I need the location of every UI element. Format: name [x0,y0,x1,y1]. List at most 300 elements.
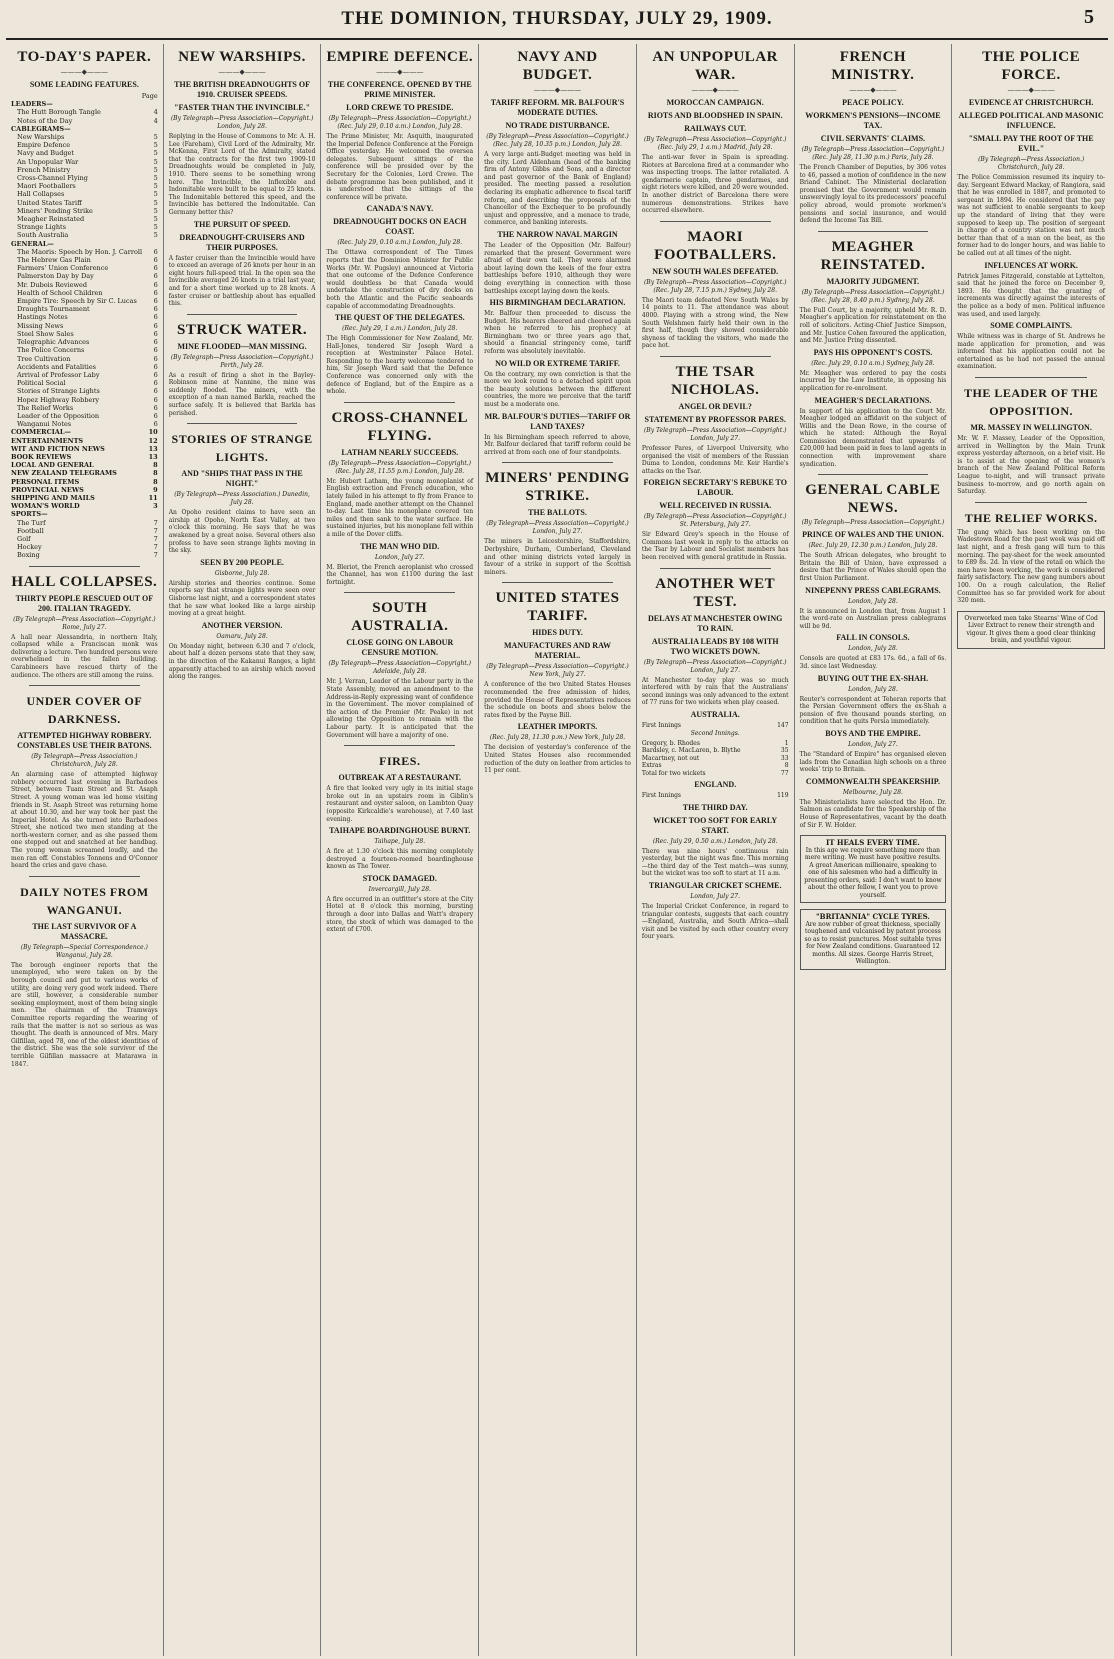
tsar-text: Professor Pares, of Liverpool University, who organised the visit of members of the Russian Duma to London, condemns Mr. Keir Hardie's attacks on the Tsar. [641,444,789,475]
toc-entry-label: Boxing [17,551,40,560]
toc-entry-page: 6 [153,329,158,338]
score-runs: 35 [780,747,789,755]
divider [187,423,298,424]
toc-entry-page: 6 [153,387,158,396]
ornament: ———◆——— [1007,86,1055,94]
toc-page-label-row [11,92,158,100]
toc-entry-label: SPORTS— [11,510,48,519]
miners-heading: MINERS' PENDING STRIKE. [485,470,630,505]
tariff-credit: (By Telegraph—Press Association—Copyright.) New York, July 27. [486,663,629,679]
toc-entry-label: Farmers' Union Conference [17,264,109,273]
divider [660,568,771,569]
stearns-text: Overworked men take Stearns' Wine of Cod Liver Extract to renew their strength and vigour. It gives them a good clear thinking brain, and youthful vigour. [964,614,1098,645]
ad-title: IT HEALS EVERY TIME. [825,838,920,848]
tariff-sub2: MANUFACTURES AND RAW MATERIAL. [504,641,611,661]
police-text2: Patrick James Fitzgerald, constable at Lyttelton, said that he joined the force on December 9, 1893. He thought that the granting of increments was directly against the interests of the police as a body of men. Political influence was used, and used largely. [957,272,1105,318]
toc-entry-page: 13 [148,444,158,453]
toc-entry-label: Hall Collapses [17,190,65,199]
wanganui-text: The borough engineer reports that the unemployed, who were taken on by the borough council and put to various works of utility, are doing very good work indeed. There are still, however, a considerable number seeking employment, most of them being single men. The chairman of the Tramways Committee reports regarding the wearing of rails that the matter is not so serious as was thought. The death is announced of Mrs. Mary Gilfillan, aged 78, one of the oldest identities of the district. She was the sole survivor of the terrible Gilfillan massacre at Matarawa in 1847. [11,961,158,1068]
toc-entry-page: 6 [153,338,158,347]
toc-entry-page: 5 [153,190,158,199]
divider [29,876,140,877]
navy-text3: Mr. Balfour then proceeded to discuss the Budget. His hearers cheered and cheered again when he referred to his prophecy at Birmingham two or three years ago that, should a financial stringency come, tariff reform was absolutely inevitable. [484,310,631,356]
warships-sub3: DREADNOUGHT-CRUISERS AND THEIR PURPOSES. [179,232,305,252]
score-two-label: Total for two wickets [641,769,706,777]
police-sub3: "SMALL PAY THE ROOT OF THE EVIL." [968,134,1094,153]
toc-entry-page: 6 [153,256,158,265]
meagher-text: The Full Court, by a majority, upheld Mr. R. D. Meagher's application for reinstatement on the roll of solicitors. Acting-Chief Justice Simpson, and Mr. Justice Cohen favoured the application, and Mr. Justice Pring dissented. [799,306,947,345]
toc-entry [11,371,158,379]
meagher-sub3: MEAGHER'S DECLARATIONS. [814,395,932,405]
toc-entry [11,158,158,166]
toc-entry [11,363,158,371]
score-runs: 33 [780,754,789,762]
toc-entry-label: United States Tariff [17,198,82,207]
advertisement-tyres [800,909,947,970]
score-first-total: 147 [777,722,789,730]
england-line-label: First Innings [641,792,681,800]
toc-entry-label: Navy and Budget [17,149,75,158]
wanganui-sub: THE LAST SURVIVOR OF A MASSACRE. [32,921,137,941]
french-text: The French Chamber of Deputies, by 306 votes to 46, passed a motion of confidence in the new Briand Cabinet. The Ministerial declaration promised that the Government would remain unswervingly loyal to its predecessors' peaceful policy abroad, would promote workmen's pensions and social insurance, and would defend the Income Tax Bill. [799,164,947,225]
flying-credit: (By Telegraph—Press Association—Copyright.) (Rec. July 28, 11.55 p.m.) London, July 28. [328,459,472,475]
test-sub: DELAYS AT MANCHESTER OWING TO RAIN. [648,613,783,633]
french-credit: (By Telegraph—Press Association—Copyright.) (Rec. July 28, 11.30 p.m.) Paris, July 28. [801,146,945,161]
toc-entry [11,510,158,518]
empire-credit2: (Rec. July 29, 0.10 a.m.) London, July 28. [337,239,463,247]
score-batsman: Gregory, b. Rhodes [641,739,700,747]
advertisement [800,835,947,903]
tariff-text2: The decision of yesterday's conference of the United States Houses also recommended reduction of the duty on leather from articles to 11 per cent. [484,744,631,775]
toc-entry [11,330,158,338]
column-1 [6,44,164,1656]
england-line [642,792,789,800]
police-sub: EVIDENCE AT CHRISTCHURCH. [968,98,1094,107]
divider [344,402,455,403]
hall-credit: (By Telegraph—Press Association—Copyright.) Rome, July 27. [13,615,156,631]
toc-page-label: Page [141,92,158,100]
toc-entry [11,313,158,321]
cable-heading: GENERAL CABLE NEWS. [805,482,941,517]
toc-entry-page: 6 [153,297,158,306]
tsar-heading: THE TSAR NICHOLAS. [671,363,760,398]
cable-sub: PRINCE OF WALES AND THE UNION. [802,530,944,540]
navy-sub: TARIFF REFORM. MR. BALFOUR'S MODERATE DUTIES. [490,98,625,117]
masthead-title: THE DOMINION, THURSDAY, JULY 29, 1909. [341,8,773,29]
cable-credit2: (Rec. July 29, 12.30 p.m.) London, July 28. [808,542,938,550]
toc-entry [11,108,158,116]
empire-sub2: LORD CREWE TO PRESIDE. [346,103,454,112]
lights-text3: On Monday night, between 6.30 and 7 o'clock, about half a dozen persons state that they saw, in the direction of the Kakanui Ranges, a light apparently attached to an airship which moved along the ranges. [168,642,316,681]
toc-entry [11,297,158,305]
cable-text2: It is announced in London that, from August 1 the word-rate on Australian press cablegrams will be 9d. [799,607,947,630]
toc-entry-page: 8 [153,461,158,470]
empire-credit3: (Rec. July 29, 1 a.m.) London, July 28. [342,325,458,333]
toc-entry-page: 6 [153,395,158,404]
hall-heading: HALL COLLAPSES. [11,573,158,590]
toc-entry [11,412,158,420]
toc-entry-label: The Turf [17,518,46,527]
score-title: AUSTRALIA. [690,710,740,720]
toc-list [11,92,158,560]
toc-entry [11,486,158,494]
police-heading: THE POLICE FORCE. [982,49,1081,83]
police-credit: (By Telegraph—Press Association.) Christchurch, July 28. [978,156,1085,171]
toc-entry-label: PERSONAL ITEMS [11,477,80,486]
toc-entry-page: 7 [153,551,158,560]
toc-entry-label: Maori Footballers [17,182,76,191]
column-5 [637,44,795,1656]
cable-text: The South African delegates, who brought to Britain the Bill of Union, have expressed a desire that the Prince of Wales should open the first Union Parliament. [799,552,947,583]
toc-entry-label: Accidents and Fatalities [17,362,97,371]
navy-sub4: HIS BIRMINGHAM DECLARATION. [489,298,626,308]
toc-entry-page: 6 [153,370,158,379]
toc-entry [11,453,158,461]
toc-entry-page: 8 [153,469,158,478]
lights-sub3: ANOTHER VERSION. [201,620,283,630]
meagher-text3: In support of his application to the Court Mr. Meagher lodged an affidavit on the subject of Willis and the Dean Rowe, in the course of which he stated: Although the Royal Commission demonstrated that upwards of £20,000 had been paid in fees to land agents in connection with improvement share syndication. [799,407,947,468]
empire-heading: EMPIRE DEFENCE. [326,49,474,65]
toc-entry-page: 5 [153,133,158,142]
divider [818,474,929,475]
french-sub: PEACE POLICY. [842,98,904,107]
navy-sub2: NO TRADE DISTURBANCE. [505,121,610,130]
toc-entry [11,387,158,395]
test-heading: ANOTHER WET TEST. [655,575,776,610]
toc-entry-page: 3 [153,502,158,511]
test-credit: (By Telegraph—Press Association—Copyright.) London, July 27. [643,658,787,674]
warships-sub: THE BRITISH DREADNOUGHTS OF 1910. CRUISER SPEEDS. [174,80,310,99]
toc-entry-label: Miners' Pending Strike [17,206,93,215]
toc-entry-page: 6 [153,403,158,412]
toc-entry [11,404,158,412]
score-runs: 8 [784,762,789,770]
toc-entry-label: Strange Lights [17,223,66,232]
divider [818,231,929,232]
ornament: ———◆——— [691,86,739,94]
toc-entry [11,355,158,363]
score-first [642,722,789,730]
navy-text2: The Leader of the Opposition (Mr. Balfour) remarked that the present Government were afraid of their own tail. They were alarmed about laying down the keels of the four extra battleships before 1910, although they were doing everything in connection with those battleships except laying down the keels. [484,241,631,295]
toc-entry-page: 6 [153,411,158,420]
police-text3: While witness was in charge of St. Andrews he made application for promotion, and was informed that his application could not be entertained as he had not passed the annual examination. [957,333,1105,371]
empire-sub5: THE QUEST OF THE DELEGATES. [334,313,465,323]
toc-entry-page: 6 [153,321,158,330]
struck-sub: MINE FLOODED—MAN MISSING. [177,341,307,351]
sa-sub: CLOSE GOING ON LABOUR CENSURE MOTION. [346,638,454,658]
toc-entry-label: Football [17,526,44,535]
cable-sub5: BOYS AND THE EMPIRE. [825,728,921,738]
sa-heading: SOUTH AUSTRALIA. [351,600,449,635]
ornament: ———◆——— [60,68,109,76]
toc-entry [11,240,158,248]
toc-entry-label: SHIPPING AND MAILS [11,493,95,502]
war-credit: (By Telegraph—Press Association—Copyright.) (Rec. July 29, 1 a.m.) Madrid, July 28. [643,136,787,151]
score-row [642,762,789,770]
empire-text3: The High Commissioner for New Zealand, Mr. Hall-Jones, tendered Sir Joseph Ward a reception at Westminster Palace Hotel. Responding to the hearty welcome tendered to him, Sir Joseph Ward said that the Defence Conference was concerned only with the defence of England, but of the Empire as a whole. [326,335,474,396]
warships-heading: NEW WARSHIPS. [178,49,306,65]
flying-sub2: THE MAN WHO DID. [360,541,440,551]
score-row [642,747,789,755]
cable-credit6: London, July 27. [848,740,898,748]
toc-entry [11,207,158,215]
lights-credit: (By Telegraph—Press Association.) Dunedin, July 28. [174,491,310,507]
tariff-credit2: (Rec. July 28, 11.30 p.m.) New York, July 28. [489,734,626,742]
score-batsman: Bardsley, c. MacLaren, b. Blythe [641,747,741,755]
tsar-sub3: FOREIGN SECRETARY'S REBUKE TO LABOUR. [643,478,787,498]
toc-entry-label: Hastings Notes [17,313,68,322]
navy-credit: (By Telegraph—Press Association—Copyright.) (Rec. July 28, 10.35 p.m.) London, July 28. [486,133,629,148]
wanganui-credit: (By Telegraph—Special Correspondence.) Wanganui, July 28. [20,943,148,959]
score-two-val: 77 [780,769,789,777]
ad-text: In this age we require something more than mere writing. We must have positive results. A great American millionaire, speaking to one of his salesmen who had a difficulty in presenting orders, said: I don't want to know about the other fellow, I want you to prove yourself. [804,846,942,899]
relief-text: The gang which has been working on the Wadestown Road for the past week was paid off last night, and a fresh gang will turn to this morning. The pay-sheet for the week amounted to £89 8s. 2d. In view of the retail on which the men have been working, the work is considered fairly satisfactory. The new gang numbers about 100. On a rough calculation, the Relief Committee has so far provided work for about 320 men. [957,528,1105,605]
toc-entry-label: WIT AND FICTION NEWS [11,444,105,453]
sa-text: Mr. J. Verran, Leader of the Labour party in the State Assembly, moved an amendment to the Address-in-Reply expressing want of confidence in the Government. The mover complained of the action of the Premier (Mr. Peake) in not allowing the Opposition to remain with the Labour party. It is anticipated that the Government will have a majority of one. [326,678,474,739]
darkness-sub: ATTEMPTED HIGHWAY ROBBERY. CONSTABLES USE THEIR BATONS. [17,731,152,751]
triangular-text: The Imperial Cricket Conference, in regard to triangular contests, suggests that each country—England, Australia, and South Africa—shall visit and be visited by each other country every four years. [641,902,789,941]
meagher-sub: MAJORITY JUDGMENT. [826,276,920,286]
relief-heading: THE RELIEF WORKS. [964,510,1098,525]
toc-entry [11,469,158,477]
war-text: The anti-war fever in Spain is spreading. Rioters at Barcelona fired at a commander who was inspecting troops. The latter retaliated. A gendarmerie captain, three gendarmes, and eight rioters were killed, and 20 were wounded. In another district of Barcelona there were numerous demonstrations. Strikes have occurred elsewhere. [641,154,789,215]
toc-entry [11,133,158,141]
toc-entry-label: NEW ZEALAND TELEGRAMS [11,469,117,478]
toc-heading: TO-DAY'S PAPER. [17,49,152,65]
empire-text2: The Ottawa correspondent of The Times reports that the Dominion Minister for Public Works (Mr. W. Pugsley) announced at Victoria that one outcome of the Defence Conference would doubtless be that Canada would undertake the construction of dry docks on both the Atlantic and the Pacific seaboards capable of accommodating Dreadnoughts. [326,249,474,310]
toc-entry [11,272,158,280]
toc-entry [11,527,158,535]
toc-entry [11,231,158,239]
toc-entry [11,223,158,231]
column-3 [321,44,479,1656]
warships-text2: A faster cruiser than the Invincible would have to exceed an average of 26 knots per hour in an eight hours full-speed trial. In the open sea the Invincible averaged 26 knots in a trial last year, and for a short time worked up to 28 knots. A faster cruiser or battleship about has equalled this. [168,254,316,308]
flying-heading: CROSS-CHANNEL FLYING. [331,409,469,444]
toc-entry-page: 5 [153,223,158,232]
darkness-credit: (By Telegraph—Press Association.) Christchurch, July 28. [31,753,138,769]
sa-credit: (By Telegraph—Press Association—Copyright.) Adelaide, July 28. [328,660,472,676]
toc-entry-page: 6 [153,346,158,355]
cable-sub2: NINEPENNY PRESS CABLEGRAMS. [805,585,941,595]
toc-entry [11,100,158,108]
warships-quote: "FASTER THAN THE INVINCIBLE." [174,103,311,112]
score-batsman: Extras [641,762,662,770]
meagher-heading: MEAGHER REINSTATED. [820,238,926,273]
toc-entry [11,322,158,330]
struck-text: As a result of firing a shot in the Bayley-Robinson mine at Nannine, the mine was suddenly flooded. The miners, with the exception of a man named Barkla, reached the surface safely. It is believed that Barkla has perished. [168,371,316,417]
cable-credit4: London, July 28. [848,645,898,653]
toc-entry [11,149,158,157]
toc-entry-page: 6 [153,354,158,363]
toc-entry [11,141,158,149]
warships-text: Replying in the House of Commons to Mr. A. H. Lee (Fareham), Civil Lord of the Admiralty, Mr. McKenna, First Lord of the Admiralty, stated that the contracts for the first two 1909-10 Dreadnoughts would be completed in July, 1910. There seems to be something wrong here. The Invincible, the Inflexible and Indomitable were built to be equal to 25 knots. The Indomitable bettered this speed, and the Invincible has bettered the Indomitable. Can Germany better this? [168,133,316,216]
flying-text2: M. Bleriot, the French aeroplanist who crossed the Channel, has won £1100 during the last fortnight. [326,563,474,586]
toc-entry-page: 4 [153,108,158,117]
war-sub2: RIOTS AND BLOODSHED IN SPAIN. [647,111,783,120]
tsar-credit: (By Telegraph—Press Association—Copyright.) London, July 27. [643,426,787,442]
maori-text: The Maori team defeated New South Wales by 14 points to 11. The attendance was about 4000. Playing with a strong wind, the New South Welshmen fairly held their own in the first half, though they showed considerable shyness of tackling the visitors, who made the pace hot. [641,296,789,350]
cable-credit5: London, July 28. [848,685,898,693]
toc-entry-page: 10 [148,428,158,437]
miners-credit: (By Telegraph—Press Association—Copyright.) London, July 27. [486,520,629,536]
toc-entry-page: 8 [153,477,158,486]
ornament: ———◆——— [376,68,424,76]
navy-text: A very large anti-Budget meeting was held in the city. Lord Aldenham (head of the banking firm of Antony Gibbs and Sons, and a director and past governor of the Bank of England) presided. The meeting passed a resolution declaring its emphatic adherence to fiscal tariff reform, and describing the proposals of the Chancellor of the Exchequer to be profoundly unjust and oppressive, and a menace to trade, commerce, and banking interests. [484,151,631,227]
column-2 [164,44,322,1656]
toc-entry-page: 6 [153,362,158,371]
tariff-sub: HIDES DUTY. [532,628,583,638]
flying-sub: LATHAM NEARLY SUCCEEDS. [341,447,459,457]
ornament: ———◆——— [533,86,582,94]
divider [975,502,1087,503]
toc-entry-label: Palmerston Day by Day [17,272,94,281]
toc-entry-page: 9 [153,485,158,494]
toc-entry [11,396,158,404]
toc-entry-page: 5 [153,198,158,207]
third-day-sub: THE THIRD DAY. [682,802,748,812]
toc-subheading: SOME LEADING FEATURES. [29,80,139,89]
empire-sub4: DREADNOUGHT DOCKS ON EACH COAST. [333,217,467,237]
toc-entry-page: 12 [148,436,158,445]
toc-entry-page: 4 [153,116,158,125]
hall-sub: THIRTY PEOPLE RESCUED OUT OF 200. ITALIAN TRAGEDY. [15,593,154,613]
toc-entry-page: 6 [153,288,158,297]
flying-text: Mr. Hubert Latham, the young monoplanist of English extraction and French education, who lately failed in his attempt to fly from France to England, made another attempt on the Channel to-day. Last time his monoplane covered ten miles and then sank to the water surface. He sustained injuries, but his monoplane fell within a mile of the Dover cliffs. [326,477,474,538]
fires-sub3: STOCK DAMAGED. [362,873,437,883]
toc-entry-page: 6 [153,379,158,388]
toc-entry [11,346,158,354]
toc-entry-label: Telegraphic Advances [17,338,90,347]
navy-heading: NAVY AND BUDGET. [517,49,598,83]
toc-entry [11,289,158,297]
tariff-heading: UNITED STATES TARIFF. [495,590,620,625]
toc-entry [11,502,158,510]
meagher-sub2: PAYS HIS OPPONENT'S COSTS. [813,347,933,357]
toc-entry-label: PROVINCIAL NEWS [11,485,84,494]
toc-entry-label: WOMAN'S WORLD [11,502,80,511]
toc-entry-page: 7 [153,526,158,535]
toc-entry-label: An Unpopular War [17,157,79,166]
toc-entry [11,461,158,469]
toc-entry-page: 5 [153,231,158,240]
toc-entry-page: 6 [153,264,158,273]
toc-entry-page: 5 [153,141,158,150]
ad2-text: Are now rubber of great thickness, specially toughened and vulcanised by patent process so as to resist punctures. Most suitable tyres for New Zealand conditions. Guaranteed 12 months. All sizes. George Harris Street, Wellington. [804,920,942,966]
darkness-text: An alarming case of attempted highway robbery occurred last evening in Barbadoes Street, between Tuam Street and St. Asaph Street. A young woman was led home visiting friends in St. Asaph Street was returning home at about 10.30, and her way took her past the Imperial Hotel. As she turned into Barbadoes Street, she noticed two men standing at the north-western corner, and as she passed them one stepped out and snatched at her handbag. The young woman screamed loudly, and the men ran off. Constables Tonnens and O'Connor heard the cries and gave chase. [11,771,158,870]
war-heading: AN UNPOPULAR WAR. [652,49,778,83]
toc-entry-page: 7 [153,543,158,552]
test-text: At Manchester to-day play was so much interfered with by rain that the Australians' second innings was only advanced to the extent of 77 runs for two wickets when play ceased. [641,676,789,707]
masthead-rule [6,38,1108,40]
ornament: ———◆——— [849,86,897,94]
lights-sub: AND "SHIPS THAT PASS IN THE NIGHT." [181,469,303,489]
toc-entry-label: The Maoris: Speech by Hon. J. Carroll [17,247,143,256]
column-6 [795,44,953,1656]
hall-text: A hall near Alessandria, in northern Italy, collapsed while a Franciscan monk was delivering a lecture. Two hundred persons were overwhelmed in the fallen building. Carabineers have rescued thirty of the audience. The others are still among the ruins. [11,633,158,679]
toc-entry-label: GENERAL— [11,239,54,248]
toc-entry-label: Meagher Reinstated [17,215,85,224]
meagher-credit: (By Telegraph—Press Association—Copyright.) (Rec. July 28, 8.40 p.m.) Sydney, July 28. [801,288,945,304]
toc-entry [11,248,158,256]
cable-sub6: COMMONWEALTH SPEAKERSHIP. [805,776,940,786]
toc-entry [11,535,158,543]
fires-text3: A fire occurred in an outfitter's store at the City Hotel at 8 o'clock this morning, bursting through a door into Dallas and Watt's drapery store, the stock of which was damaged to the extent of £700. [326,895,474,934]
police-sub5: SOME COMPLAINTS. [990,321,1073,331]
fires-sub2: TAIHAPE BOARDINGHOUSE BURNT. [329,826,471,836]
column-7 [952,44,1110,1656]
score-list [642,740,789,770]
cable-text3: Consols are quoted at £83 17s. 6d., a fall of 6s. 3d. since last Wednesday. [799,655,947,670]
empire-sub3: CANADA'S NAVY. [366,204,434,214]
toc-entry-page: 5 [153,182,158,191]
cable-sub3: FALL IN CONSOLS. [836,633,910,643]
toc-entry [11,166,158,174]
advertisement-stearns [957,611,1105,649]
toc-entry [11,305,158,313]
toc-entry-page: 5 [153,215,158,224]
darkness-heading: UNDER COVER OF DARKNESS. [26,694,143,727]
navy-sub6: MR. BALFOUR'S DUTIES—TARIFF OR LAND TAXES? [484,411,631,431]
triangular-credit: London, July 27. [690,892,741,900]
toc-entry-label: Steel Show Sales [17,329,74,338]
toc-entry-label: Draughts Tournament [17,305,90,314]
third-day-text: There was nine hours' continuous rain yesterday, but the night was fine. This morning—the third day of the Test match—was sunny, but the wicket was too soft to start at 11 a.m. [641,847,789,878]
fires-credit2: Invercargill, July 28. [368,885,431,893]
toc-entry-page: 5 [153,149,158,158]
toc-entry-label: Cross-Channel Flying [17,174,88,183]
divider [502,582,613,583]
toc-entry-label: LEADERS— [11,100,53,109]
toc-entry-label: Empire Defence [17,141,71,150]
police-text: The Police Commission resumed its inquiry to-day. Sergeant Edward Mackay, of Rangiora, said that he was enrolled in 1887, and promoted to sergeant in 1894. He considered that the pay was not sufficient to enable sergeants to keep up the standard of living that they were supposed to keep up. The position of sergeant in charge of a country station was not much better than that of a man on the beat, as the former had to do longer hours, and was liable to be called out at all times of the night. [957,174,1105,257]
toc-entry [11,215,158,223]
tsar-sub: ANGEL OR DEVIL? [678,401,752,411]
england-title: ENGLAND. [694,780,737,790]
score-batsman: Macartney, not out [641,754,700,762]
divider [502,462,613,463]
cable-sub4: BUYING OUT THE EX-SHAH. [817,673,929,683]
toc-entry [11,182,158,190]
french-sub2: WORKMEN'S PENSIONS—INCOME TAX. [805,111,941,130]
divider [344,592,455,593]
toc-entry-page: 5 [153,165,158,174]
toc-entry-label: Arrival of Professor Laby [17,370,100,379]
toc-entry-label: CABLEGRAMS— [11,124,71,133]
toc-entry-label: BOOK REVIEWS [11,452,72,461]
empire-sub: THE CONFERENCE. OPENED BY THE PRIME MINISTER. [327,80,472,99]
score-row [642,740,789,748]
toc-entry [11,428,158,436]
struck-credit: (By Telegraph—Press Association—Copyright.) Perth, July 28. [170,353,314,369]
score-first-label: First Innings [641,722,681,730]
england-total: 119 [777,792,789,800]
police-sub4: INFLUENCES AT WORK. [984,260,1078,270]
toc-entry-label: Tree Cultivation [17,354,71,363]
maori-heading: MAORI FOOTBALLERS. [654,228,777,263]
toc-entry-label: The Relief Works [17,403,74,412]
cable-credit3: London, July 28. [848,597,898,605]
fires-text2: A fire at 1.30 o'clock this morning completely destroyed a fourteen-roomed boardinghouse known as The Tower. [326,848,474,871]
test-sub2: AUSTRALIA LEADS BY 108 WITH TWO WICKETS DOWN. [651,636,779,656]
toc-entry [11,199,158,207]
fires-heading: FIRES. [379,754,421,769]
ornament: ———◆——— [218,68,266,76]
toc-entry-label: French Ministry [17,165,71,174]
toc-entry-label: The Hutt Borough Tangle [17,108,101,117]
fires-credit: Taihape, July 28. [374,838,426,846]
toc-entry [11,379,158,387]
meagher-text2: Mr. Meagher was ordered to pay the costs incurred by the Law Institute, in opposing his application for re-enrolment. [799,369,947,392]
